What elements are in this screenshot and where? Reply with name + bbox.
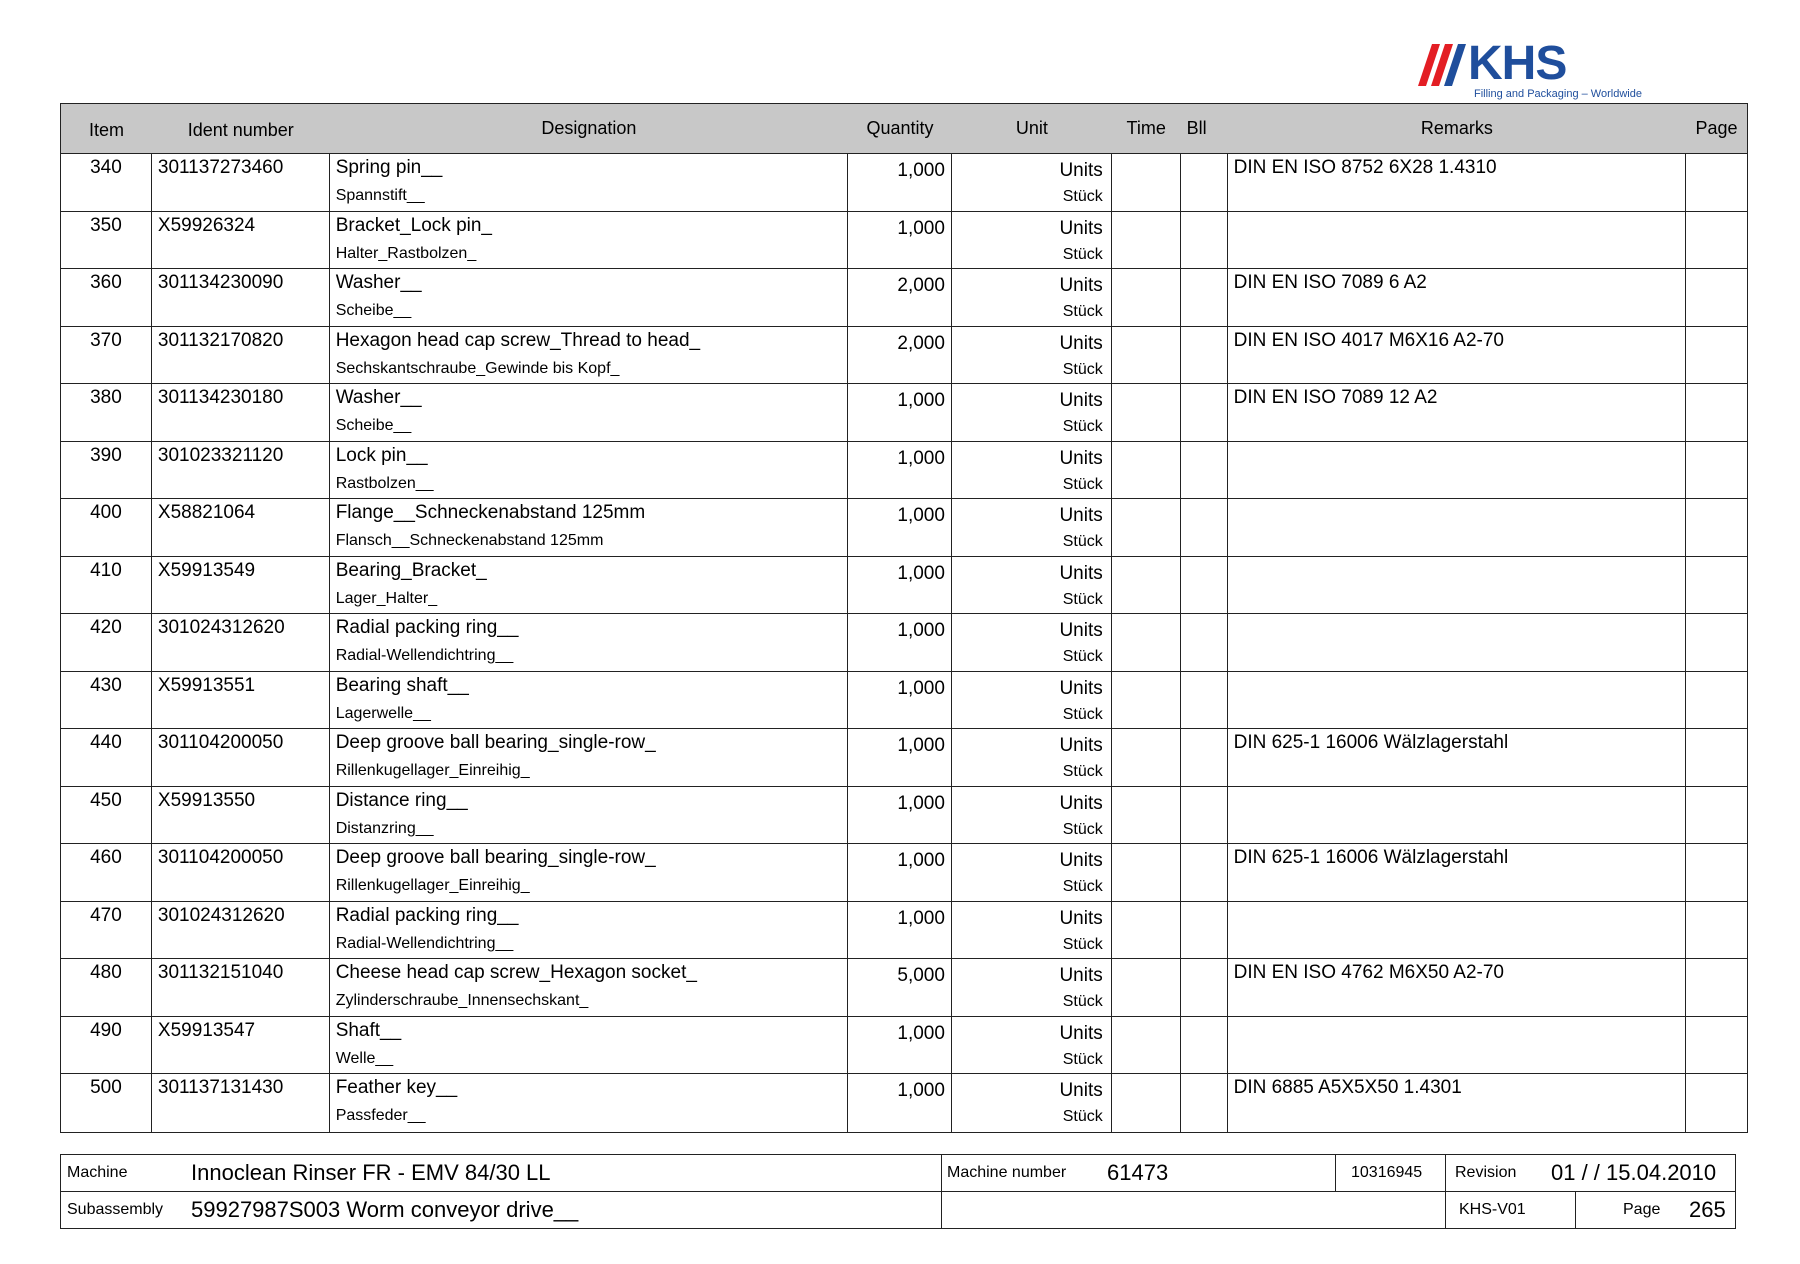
designation-english: Deep groove ball bearing_single-row_ xyxy=(335,847,656,868)
remarks xyxy=(1228,212,1686,269)
quantity: 1,000 xyxy=(848,614,952,671)
remarks xyxy=(1228,902,1686,959)
time-cell xyxy=(1112,269,1181,326)
designation-german: Welle__ xyxy=(335,1049,394,1067)
bll-cell xyxy=(1181,1074,1228,1132)
unit-cell xyxy=(952,729,1112,786)
quantity: 1,000 xyxy=(848,729,952,786)
remarks: DIN 625-1 16006 Wälzlagerstahl xyxy=(1228,729,1686,786)
designation-cell xyxy=(330,154,848,211)
remarks: DIN EN ISO 4017 M6X16 A2-70 xyxy=(1228,327,1686,384)
header-time: Time xyxy=(1126,118,1166,138)
designation-english: Feather key__ xyxy=(335,1077,458,1098)
remarks: DIN EN ISO 4762 M6X50 A2-70 xyxy=(1228,959,1686,1016)
item-number: 380 xyxy=(61,384,152,441)
item-number: 440 xyxy=(61,729,152,786)
unit-german: Stück xyxy=(1062,878,1103,895)
time-cell xyxy=(1112,212,1181,269)
quantity: 1,000 xyxy=(848,787,952,844)
designation-english: Spring pin__ xyxy=(335,157,443,178)
designation-english: Washer__ xyxy=(335,272,422,293)
designation-cell xyxy=(330,729,848,786)
ident-number: 301024312620 xyxy=(152,902,330,959)
bll-cell xyxy=(1181,844,1228,901)
khs-wordmark: KHS xyxy=(1468,37,1567,90)
time-cell xyxy=(1112,442,1181,499)
unit-cell xyxy=(952,614,1112,671)
header-bll: Bll xyxy=(1186,118,1207,138)
item-number: 500 xyxy=(61,1074,152,1132)
header-item: Item xyxy=(88,119,124,140)
unit-german: Stück xyxy=(1062,533,1103,550)
unit-cell xyxy=(952,442,1112,499)
ident-number: 301132151040 xyxy=(152,959,330,1016)
designation-cell xyxy=(330,327,848,384)
designation-german: Sechskantschraube_Gewinde bis Kopf_ xyxy=(335,359,620,377)
table-row xyxy=(61,902,1747,960)
page-cell xyxy=(1686,672,1747,729)
page-cell xyxy=(1686,212,1747,269)
unit-cell xyxy=(952,1074,1112,1132)
ident-number: X59913549 xyxy=(152,557,330,614)
quantity: 1,000 xyxy=(848,442,952,499)
remarks: DIN 6885 A5X5X50 1.4301 xyxy=(1228,1074,1686,1132)
unit-cell xyxy=(952,787,1112,844)
unit-english: Units xyxy=(1059,907,1103,929)
bll-cell xyxy=(1181,672,1228,729)
designation-cell xyxy=(330,499,848,556)
machine-value: Innoclean Rinser FR - EMV 84/30 LL xyxy=(191,1160,551,1185)
unit-german: Stück xyxy=(1062,763,1103,780)
table-row xyxy=(61,499,1747,557)
ident-number: X59913551 xyxy=(152,672,330,729)
designation-cell xyxy=(330,557,848,614)
table-row xyxy=(61,269,1747,327)
table-row xyxy=(61,672,1747,730)
unit-cell xyxy=(952,1017,1112,1074)
unit-english: Units xyxy=(1059,275,1103,296)
designation-cell xyxy=(330,614,848,671)
designation-cell xyxy=(330,384,848,441)
table-row xyxy=(61,384,1747,442)
time-cell xyxy=(1112,672,1181,729)
ident-number: 301104200050 xyxy=(152,844,330,901)
table-row xyxy=(61,787,1747,845)
designation-cell xyxy=(330,959,848,1016)
designation-english: Bearing shaft__ xyxy=(335,674,469,696)
unit-german: Stück xyxy=(1062,418,1103,435)
bll-cell xyxy=(1181,212,1228,269)
title-block-row-machine xyxy=(61,1155,1735,1192)
designation-cell xyxy=(330,442,848,499)
ident-number: 301137131430 xyxy=(152,1074,330,1132)
quantity: 1,000 xyxy=(848,212,952,269)
title-block xyxy=(60,1154,1736,1229)
bll-cell xyxy=(1181,787,1228,844)
item-number: 480 xyxy=(61,959,152,1016)
unit-english: Units xyxy=(1059,447,1103,469)
table-row xyxy=(61,1017,1747,1075)
bll-cell xyxy=(1181,902,1228,959)
ident-number: 301132170820 xyxy=(152,327,330,384)
unit-german: Stück xyxy=(1062,590,1103,608)
item-number: 390 xyxy=(61,442,152,499)
ident-number: 301024312620 xyxy=(152,614,330,671)
header-page: Page xyxy=(1695,118,1738,138)
designation-german: Lagerwelle__ xyxy=(335,704,431,722)
table-body xyxy=(61,154,1747,1132)
remarks: DIN EN ISO 8752 6X28 1.4310 xyxy=(1228,154,1686,211)
item-number: 470 xyxy=(61,902,152,959)
item-number: 400 xyxy=(61,499,152,556)
remarks xyxy=(1228,499,1686,556)
page-cell xyxy=(1686,384,1747,441)
unit-english: Units xyxy=(1059,850,1103,871)
page-cell xyxy=(1686,902,1747,959)
ident-number: X59926324 xyxy=(152,212,330,269)
unit-german: Stück xyxy=(1062,188,1103,205)
designation-german: Rastbolzen__ xyxy=(335,474,434,492)
unit-english: Units xyxy=(1059,1080,1103,1101)
designation-english: Flange__Schneckenabstand 125mm xyxy=(335,502,646,523)
page-cell xyxy=(1686,959,1747,1016)
bll-cell xyxy=(1181,442,1228,499)
time-cell xyxy=(1112,902,1181,959)
item-number: 410 xyxy=(61,557,152,614)
designation-german: Halter_Rastbolzen_ xyxy=(335,244,477,262)
designation-english: Shaft__ xyxy=(335,1019,402,1041)
item-number: 450 xyxy=(61,787,152,844)
unit-cell xyxy=(952,499,1112,556)
table-row xyxy=(61,442,1747,500)
designation-german: Scheibe__ xyxy=(335,417,412,434)
bll-cell xyxy=(1181,154,1228,211)
time-cell xyxy=(1112,384,1181,441)
item-number: 350 xyxy=(61,212,152,269)
quantity: 2,000 xyxy=(848,327,952,384)
remarks xyxy=(1228,614,1686,671)
page-cell xyxy=(1686,1017,1747,1074)
unit-english: Units xyxy=(1059,217,1103,239)
unit-cell xyxy=(952,557,1112,614)
page-cell xyxy=(1686,787,1747,844)
quantity: 2,000 xyxy=(848,269,952,326)
designation-german: Zylinderschraube_Innensechskant_ xyxy=(335,992,589,1009)
time-cell xyxy=(1112,729,1181,786)
table-row xyxy=(61,729,1747,787)
title-block-row-subassembly xyxy=(61,1192,1735,1228)
quantity: 1,000 xyxy=(848,557,952,614)
time-cell xyxy=(1112,499,1181,556)
header-quantity: Quantity xyxy=(866,118,934,138)
unit-english: Units xyxy=(1059,332,1103,354)
designation-german: Rillenkugellager_Einreihig_ xyxy=(335,762,530,779)
unit-english: Units xyxy=(1059,735,1103,756)
unit-german: Stück xyxy=(1062,935,1103,953)
page-cell xyxy=(1686,154,1747,211)
quantity: 1,000 xyxy=(848,1074,952,1132)
version-label: KHS-V01 xyxy=(1459,1201,1526,1218)
page-cell xyxy=(1686,557,1747,614)
designation-german: Radial-Wellendichtring__ xyxy=(335,647,514,664)
unit-english: Units xyxy=(1059,792,1103,814)
header-remarks: Remarks xyxy=(1420,118,1493,138)
quantity: 1,000 xyxy=(848,1017,952,1074)
quantity: 1,000 xyxy=(848,154,952,211)
ident-number: 301134230090 xyxy=(152,269,330,326)
page-cell xyxy=(1686,499,1747,556)
designation-german: Lager_Halter_ xyxy=(335,589,438,607)
remarks: DIN EN ISO 7089 6 A2 xyxy=(1228,269,1686,326)
designation-cell xyxy=(330,844,848,901)
document-number: 10316945 xyxy=(1351,1164,1423,1181)
table-row xyxy=(61,212,1747,270)
time-cell xyxy=(1112,844,1181,901)
designation-english: Hexagon head cap screw_Thread to head_ xyxy=(335,329,701,351)
item-number: 460 xyxy=(61,844,152,901)
time-cell xyxy=(1112,154,1181,211)
unit-german: Stück xyxy=(1062,475,1103,493)
designation-cell xyxy=(330,902,848,959)
unit-german: Stück xyxy=(1062,1108,1103,1125)
unit-cell xyxy=(952,212,1112,269)
table-header xyxy=(61,104,1747,154)
bll-cell xyxy=(1181,327,1228,384)
page-cell xyxy=(1686,844,1747,901)
designation-english: Lock pin__ xyxy=(335,444,428,466)
time-cell xyxy=(1112,327,1181,384)
bll-cell xyxy=(1181,557,1228,614)
remarks xyxy=(1228,672,1686,729)
table-row xyxy=(61,614,1747,672)
designation-cell xyxy=(330,1074,848,1132)
designation-german: Rillenkugellager_Einreihig_ xyxy=(335,877,530,894)
unit-german: Stück xyxy=(1062,1050,1103,1068)
page-cell xyxy=(1686,729,1747,786)
bll-cell xyxy=(1181,614,1228,671)
unit-cell xyxy=(952,384,1112,441)
bll-cell xyxy=(1181,499,1228,556)
unit-english: Units xyxy=(1059,505,1103,526)
unit-cell xyxy=(952,269,1112,326)
unit-german: Stück xyxy=(1062,245,1103,263)
quantity: 5,000 xyxy=(848,959,952,1016)
remarks xyxy=(1228,442,1686,499)
item-number: 490 xyxy=(61,1017,152,1074)
bll-cell xyxy=(1181,959,1228,1016)
designation-german: Spannstift__ xyxy=(335,187,425,204)
revision-value: 01 / / 15.04.2010 xyxy=(1551,1160,1717,1185)
bll-cell xyxy=(1181,729,1228,786)
designation-english: Cheese head cap screw_Hexagon socket_ xyxy=(335,962,697,983)
ident-number: X59913547 xyxy=(152,1017,330,1074)
designation-english: Washer__ xyxy=(335,387,422,408)
item-number: 340 xyxy=(61,154,152,211)
unit-cell xyxy=(952,327,1112,384)
table-row xyxy=(61,1074,1747,1132)
page-cell xyxy=(1686,442,1747,499)
machine-number-label: Machine number xyxy=(947,1164,1067,1181)
unit-english: Units xyxy=(1059,1022,1103,1044)
quantity: 1,000 xyxy=(848,844,952,901)
unit-cell xyxy=(952,672,1112,729)
machine-label: Machine xyxy=(67,1164,128,1181)
unit-english: Units xyxy=(1059,562,1103,584)
ident-number: 301137273460 xyxy=(152,154,330,211)
ident-number: 301134230180 xyxy=(152,384,330,441)
subassembly-label: Subassembly xyxy=(67,1201,164,1218)
bll-cell xyxy=(1181,269,1228,326)
unit-cell xyxy=(952,902,1112,959)
item-number: 430 xyxy=(61,672,152,729)
unit-german: Stück xyxy=(1062,820,1103,838)
table-row xyxy=(61,154,1747,212)
page-label: Page xyxy=(1623,1201,1661,1218)
designation-german: Radial-Wellendichtring__ xyxy=(335,934,514,952)
ident-number: X58821064 xyxy=(152,499,330,556)
item-number: 370 xyxy=(61,327,152,384)
unit-cell xyxy=(952,154,1112,211)
machine-number-value: 61473 xyxy=(1107,1160,1169,1185)
unit-german: Stück xyxy=(1062,360,1103,378)
page-cell xyxy=(1686,1074,1747,1132)
designation-english: Radial packing ring__ xyxy=(335,617,519,638)
unit-english: Units xyxy=(1059,965,1103,986)
time-cell xyxy=(1112,787,1181,844)
remarks xyxy=(1228,787,1686,844)
table-row xyxy=(61,557,1747,615)
parts-table xyxy=(60,103,1748,1133)
page-cell xyxy=(1686,327,1747,384)
quantity: 1,000 xyxy=(848,672,952,729)
unit-english: Units xyxy=(1059,160,1103,181)
page-cell xyxy=(1686,269,1747,326)
quantity: 1,000 xyxy=(848,499,952,556)
unit-english: Units xyxy=(1059,677,1103,699)
designation-english: Deep groove ball bearing_single-row_ xyxy=(335,732,656,753)
page-cell xyxy=(1686,614,1747,671)
designation-cell xyxy=(330,787,848,844)
designation-english: Distance ring__ xyxy=(335,789,468,811)
designation-english: Radial packing ring__ xyxy=(335,904,519,926)
unit-cell xyxy=(952,844,1112,901)
ident-number: 301104200050 xyxy=(152,729,330,786)
ident-number: 301023321120 xyxy=(152,442,330,499)
designation-cell xyxy=(330,672,848,729)
remarks xyxy=(1228,1017,1686,1074)
designation-german: Passfeder__ xyxy=(335,1107,426,1124)
remarks: DIN EN ISO 7089 12 A2 xyxy=(1228,384,1686,441)
ident-number: X59913550 xyxy=(152,787,330,844)
subassembly-value: 59927987S003 Worm conveyor drive__ xyxy=(191,1197,579,1222)
quantity: 1,000 xyxy=(848,384,952,441)
table-row xyxy=(61,327,1747,385)
bll-cell xyxy=(1181,1017,1228,1074)
remarks: DIN 625-1 16006 Wälzlagerstahl xyxy=(1228,844,1686,901)
khs-logo xyxy=(1418,37,1642,104)
unit-german: Stück xyxy=(1062,993,1103,1010)
header-designation: Designation xyxy=(541,118,637,138)
unit-english: Units xyxy=(1059,620,1103,641)
unit-german: Stück xyxy=(1062,648,1103,665)
item-number: 420 xyxy=(61,614,152,671)
quantity: 1,000 xyxy=(848,902,952,959)
designation-german: Distanzring__ xyxy=(335,819,434,837)
unit-english: Units xyxy=(1059,390,1103,411)
designation-english: Bearing_Bracket_ xyxy=(335,559,487,581)
designation-cell xyxy=(330,212,848,269)
designation-german: Scheibe__ xyxy=(335,302,412,319)
khs-tagline: Filling and Packaging – Worldwide xyxy=(1474,88,1642,100)
item-number: 360 xyxy=(61,269,152,326)
header-unit: Unit xyxy=(1015,118,1048,138)
remarks xyxy=(1228,557,1686,614)
khs-logo-stripes-icon xyxy=(1418,44,1466,86)
unit-german: Stück xyxy=(1062,303,1103,320)
bll-cell xyxy=(1181,384,1228,441)
designation-cell xyxy=(330,1017,848,1074)
unit-cell xyxy=(952,959,1112,1016)
designation-english: Bracket_Lock pin_ xyxy=(335,214,493,236)
designation-cell xyxy=(330,269,848,326)
time-cell xyxy=(1112,959,1181,1016)
unit-german: Stück xyxy=(1062,705,1103,723)
table-row xyxy=(61,844,1747,902)
time-cell xyxy=(1112,557,1181,614)
time-cell xyxy=(1112,614,1181,671)
header-ident-number: Ident number xyxy=(187,119,294,140)
page-number: 265 xyxy=(1689,1197,1726,1222)
table-row xyxy=(61,959,1747,1017)
revision-label: Revision xyxy=(1455,1164,1517,1181)
designation-german: Flansch__Schneckenabstand 125mm xyxy=(335,532,604,549)
time-cell xyxy=(1112,1017,1181,1074)
time-cell xyxy=(1112,1074,1181,1132)
